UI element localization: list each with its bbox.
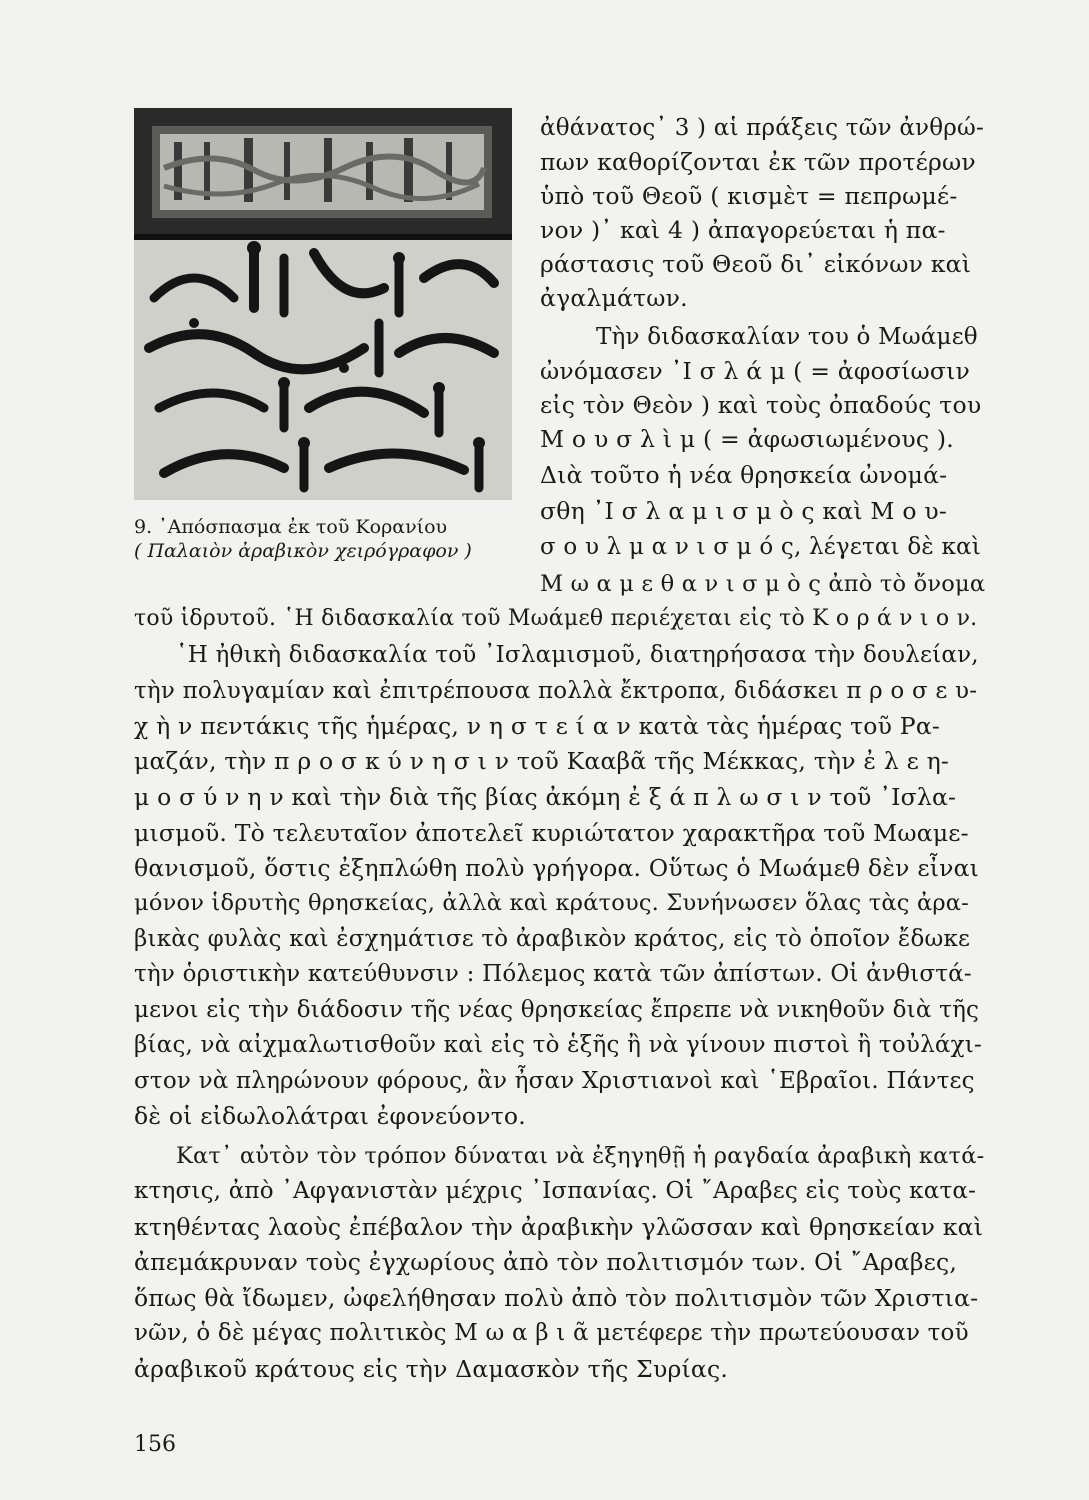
- text-line: στον νὰ πληρώνουν φόρους, ἂν ἦσαν Χριστιανοὶ καὶ ῾Εβραῖοι. Πάντες: [134, 1068, 975, 1094]
- text-line: κτηθέντας λαοὺς ἐπέβαλον τὴν ἀραβικὴν γλῶσσαν καὶ θρησκείαν καὶ: [134, 1213, 984, 1241]
- text-line: Διὰ τοῦτο ἡ νέα θρησκεία ὠνομά-: [540, 461, 948, 489]
- caption-line-1: 9. ᾿Απόσπασμα ἐκ τοῦ Κορανίου: [134, 516, 448, 538]
- text-line: μενοι εἰς τὴν διάδοσιν τῆς νέας θρησκείας ἔπρεπε νὰ νικηθοῦν διὰ τῆς: [134, 997, 980, 1023]
- arabic-manuscript-image: [134, 108, 512, 500]
- text-line: Μ ω α μ ε θ α ν ι σ μ ὸ ς ἀπὸ τὸ ὄνομα: [540, 571, 986, 597]
- text-line: χ ὴ ν πεντάκις τῆς ἡμέρας, ν η σ τ ε ί α ν κατὰ τὰς ἡμέρας τοῦ Ρα-: [134, 712, 941, 740]
- text-line: ὠνόμασεν ᾿Ι σ λ ά μ ( = ἀφοσίωσιν: [540, 357, 971, 385]
- text-line: ἀραβικοῦ κράτους εἰς τὴν Δαμασκὸν τῆς Συρίας.: [134, 1355, 728, 1383]
- text-line: μ ο σ ύ ν η ν καὶ τὴν διὰ τῆς βίας ἀκόμη ἐ ξ ά π λ ω σ ι ν τοῦ ᾿Ισλα-: [134, 783, 957, 811]
- text-line: κτησις, ἀπὸ ᾿Αφγανιστὰν μέχρις ᾿Ισπανίας. Οἱ ῎Αραβες εἰς τοὺς κατα-: [134, 1178, 977, 1204]
- text-line: ράστασις τοῦ Θεοῦ δι᾿ εἰκόνων καὶ: [540, 250, 972, 278]
- text-line: ἀπεμάκρυναν τοὺς ἐγχωρίους ἀπὸ τὸν πολιτισμόν των. Οἱ ῎Αραβες,: [134, 1248, 958, 1276]
- text-line: νον )᾿ καὶ 4 ) ἀπαγορεύεται ἡ πα-: [540, 216, 946, 244]
- text-line: σ ο υ λ μ α ν ι σ μ ό ς, λέγεται δὲ καὶ: [540, 534, 981, 560]
- text-line: μόνον ἱδρυτὴς θρησκείας, ἀλλὰ καὶ κράτους. Συνήνωσεν ὅλας τὰς ἀρα-: [134, 890, 969, 916]
- text-line: Κατ᾿ αὐτὸν τὸν τρόπον δύναται νὰ ἐξηγηθῇ ἡ ραγδαία ἀραβικὴ κατά-: [176, 1143, 985, 1169]
- text-line: νῶν, ὁ δὲ μέγας πολιτικὸς Μ ω α β ι ᾶ μετέφερε τὴν πρωτεύουσαν τοῦ: [134, 1320, 969, 1346]
- quran-manuscript-illustration: [134, 108, 512, 500]
- text-line: Τὴν διδασκαλίαν του ὁ Μωάμεθ: [596, 324, 978, 350]
- page-number: 156: [134, 1432, 176, 1457]
- text-line: τὴν πολυγαμίαν καὶ ἐπιτρέπουσα πολλὰ ἔκτροπα, διδάσκει π ρ ο σ ε υ-: [134, 678, 978, 704]
- text-line: δὲ οἱ εἰδωλολάτραι ἐφονεύοντο.: [134, 1102, 526, 1130]
- figure-caption: [134, 515, 514, 563]
- text-line: βικὰς φυλὰς καὶ ἐσχημάτισε τὸ ἀραβικὸν κράτος, εἰς τὸ ὁποῖον ἔδωκε: [134, 926, 971, 952]
- caption-line-2: ( Παλαιὸν ἀραβικὸν χειρόγραφον ): [134, 540, 472, 562]
- text-line: τὴν ὁριστικὴν κατεύθυνσιν : Πόλεμος κατὰ τῶν ἀπίστων. Οἱ ἀνθιστά-: [134, 961, 972, 987]
- text-line: ἀθάνατος᾿ 3 ) αἱ πράξεις τῶν ἀνθρώ-: [540, 115, 984, 141]
- text-line: ἀγαλμάτων.: [540, 284, 688, 312]
- text-line: σθη ᾿Ι σ λ α μ ι σ μ ὸ ς καὶ Μ ο υ-: [540, 497, 948, 525]
- text-line: τοῦ ἱδρυτοῦ. ῾Η διδασκαλία τοῦ Μωάμεθ περιέχεται εἰς τὸ Κ ο ρ ά ν ι ο ν.: [134, 606, 978, 631]
- text-line: μαζάν, τὴν π ρ ο σ κ ύ ν η σ ι ν τοῦ Κααβᾶ τῆς Μέκκας, τὴν ἐ λ ε η-: [134, 747, 950, 775]
- text-line: Μ ο υ σ λ ὶ μ ( = ἀφωσιωμένους ).: [540, 425, 954, 453]
- text-line: βίας, νὰ αἰχμαλωτισθοῦν καὶ εἰς τὸ ἑξῆς ἢ νὰ γίνουν πιστοὶ ἢ τοὐλάχι-: [134, 1032, 982, 1058]
- text-line: μισμοῦ. Τὸ τελευταῖον ἀποτελεῖ κυριώτατον χαρακτῆρα τοῦ Μωαμε-: [134, 819, 969, 847]
- text-line: πων καθορίζονται ἐκ τῶν προτέρων: [540, 148, 976, 176]
- text-line: εἰς τὸν Θεὸν ) καὶ τοὺς ὀπαδούς του: [540, 391, 982, 419]
- text-line: θανισμοῦ, ὅστις ἐξηπλώθη πολὺ γρήγορα. Οὕτως ὁ Μωάμεθ δὲν εἶναι: [134, 854, 980, 882]
- text-line: ῾Η ἠθικὴ διδασκαλία τοῦ ᾿Ισλαμισμοῦ, διατηρήσασα τὴν δουλείαν,: [176, 642, 979, 668]
- text-line: ὑπὸ τοῦ Θεοῦ ( κισμὲτ = πεπρωμέ-: [540, 182, 958, 210]
- text-line: ὅπως θὰ ἴδωμεν, ὠφελήθησαν πολὺ ἀπὸ τὸν πολιτισμὸν τῶν Χριστια-: [134, 1284, 979, 1312]
